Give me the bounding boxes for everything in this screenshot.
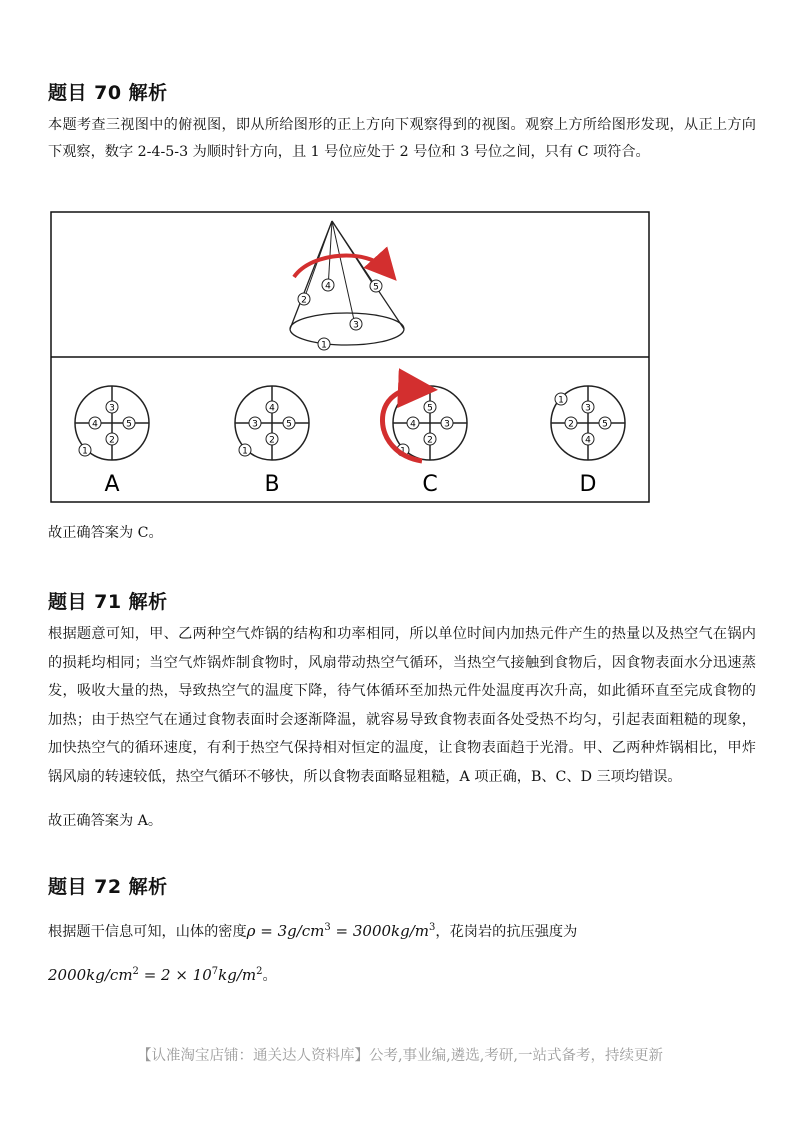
cone-label-5	[370, 280, 382, 293]
option-b-label-bottom: 2	[269, 435, 275, 446]
question-71-heading: 题目 71 解析	[48, 591, 168, 613]
option-d-label-top: 3	[585, 403, 591, 414]
option-a-label-top: 3	[109, 403, 115, 414]
option-a-label-right: 5	[126, 419, 132, 430]
strength-formula: $2000kg/cm^2 = 2 \times 10^7kg/m^2$	[48, 966, 263, 984]
q72-end: 。	[262, 968, 277, 984]
svg-text:2: 2	[301, 295, 307, 306]
option-d-label-left: 2	[568, 419, 574, 430]
q72-mid: ，花岗岩的抗压强度为	[435, 924, 578, 940]
option-c-label-right: 3	[444, 419, 450, 430]
density-formula: $\rho = 3g/cm^3 = 3000kg/m^3$	[246, 922, 436, 940]
option-a-label-corner: 1	[82, 446, 88, 457]
option-letter-b: B	[264, 472, 280, 497]
option-a-label-bottom: 2	[109, 435, 115, 446]
option-a	[75, 386, 149, 497]
svg-text:3: 3	[353, 320, 359, 331]
cone-label-2	[298, 293, 310, 306]
cone-diagram	[290, 221, 404, 351]
option-d	[551, 386, 625, 497]
option-d-label-bottom: 4	[585, 435, 591, 446]
option-c-label-bottom: 2	[427, 435, 433, 446]
footer-watermark: 【认准淘宝店铺：通关达人资料库】公考,事业编,遴选,考研,一站式备考，持续更新	[137, 1048, 663, 1064]
option-letter-a: A	[104, 472, 120, 497]
cone-label-4	[322, 279, 334, 292]
option-a-label-left: 4	[92, 419, 98, 430]
question-70-heading: 题目 70 解析	[48, 82, 168, 104]
answer-options	[75, 386, 625, 497]
option-d-label-right: 5	[602, 419, 608, 430]
cone-label-1	[318, 338, 330, 351]
svg-text:1: 1	[321, 340, 327, 351]
option-c-label-top: 5	[427, 403, 433, 414]
option-d-label-corner: 1	[558, 395, 564, 406]
svg-text:5: 5	[373, 282, 379, 293]
question-70-body: 本题考查三视图中的俯视图，即从所给图形的正上方向下观察得到的视图。观察上方所给图形发现，从正上方向下观察，数字 2-4-5-3 为顺时针方向，且 1 号位应处于 2 号位和 3 号位之间，只有 C 项符合。	[48, 117, 756, 160]
option-b-label-corner: 1	[242, 446, 248, 457]
question-71-body: 根据题意可知，甲、乙两种空气炸锅的结构和功率相同，所以单位时间内加热元件产生的热量以及热空气在锅内的损耗均相同；当空气炸锅炸制食物时，风扇带动热空气循环，当热空气接触到食物后，因食物表面水分迅速蒸发，吸收大量的热，导致热空气的温度下降，待气体循环至加热元件处温度再次升高，如此循环直至完成食物的加热；由于热空气在通过食物表面时会逐渐降温，就容易导致食物表面各处受热不均匀，引起表面粗糙的现象，加快热空气的循环速度，有利于热空气保持相对恒定的温度，让食物表面趋于光滑。甲、乙两种炸锅相比，甲炸锅风扇的转速较低，热空气循环不够快，所以食物表面略显粗糙，A 项正确，B、C、D 三项均错误。	[48, 626, 756, 785]
svg-text:4: 4	[325, 281, 331, 292]
cone-label-3	[350, 318, 362, 331]
question-71-answer: 故正确答案为 A。	[48, 813, 163, 829]
option-c	[382, 386, 467, 497]
question-70-answer: 故正确答案为 C。	[48, 525, 163, 541]
question-72-heading: 题目 72 解析	[48, 876, 168, 898]
option-b	[235, 386, 309, 497]
option-b-label-left: 3	[252, 419, 258, 430]
option-c-label-corner: 1	[400, 446, 406, 457]
option-letter-c: C	[422, 472, 438, 497]
q72-intro: 根据题干信息可知，山体的密度	[48, 924, 247, 940]
option-b-label-right: 5	[286, 419, 292, 430]
three-view-figure	[50, 211, 650, 503]
option-letter-d: D	[579, 472, 597, 497]
question-72-body	[48, 908, 756, 996]
option-b-label-top: 4	[269, 403, 275, 414]
option-c-label-left: 4	[410, 419, 416, 430]
